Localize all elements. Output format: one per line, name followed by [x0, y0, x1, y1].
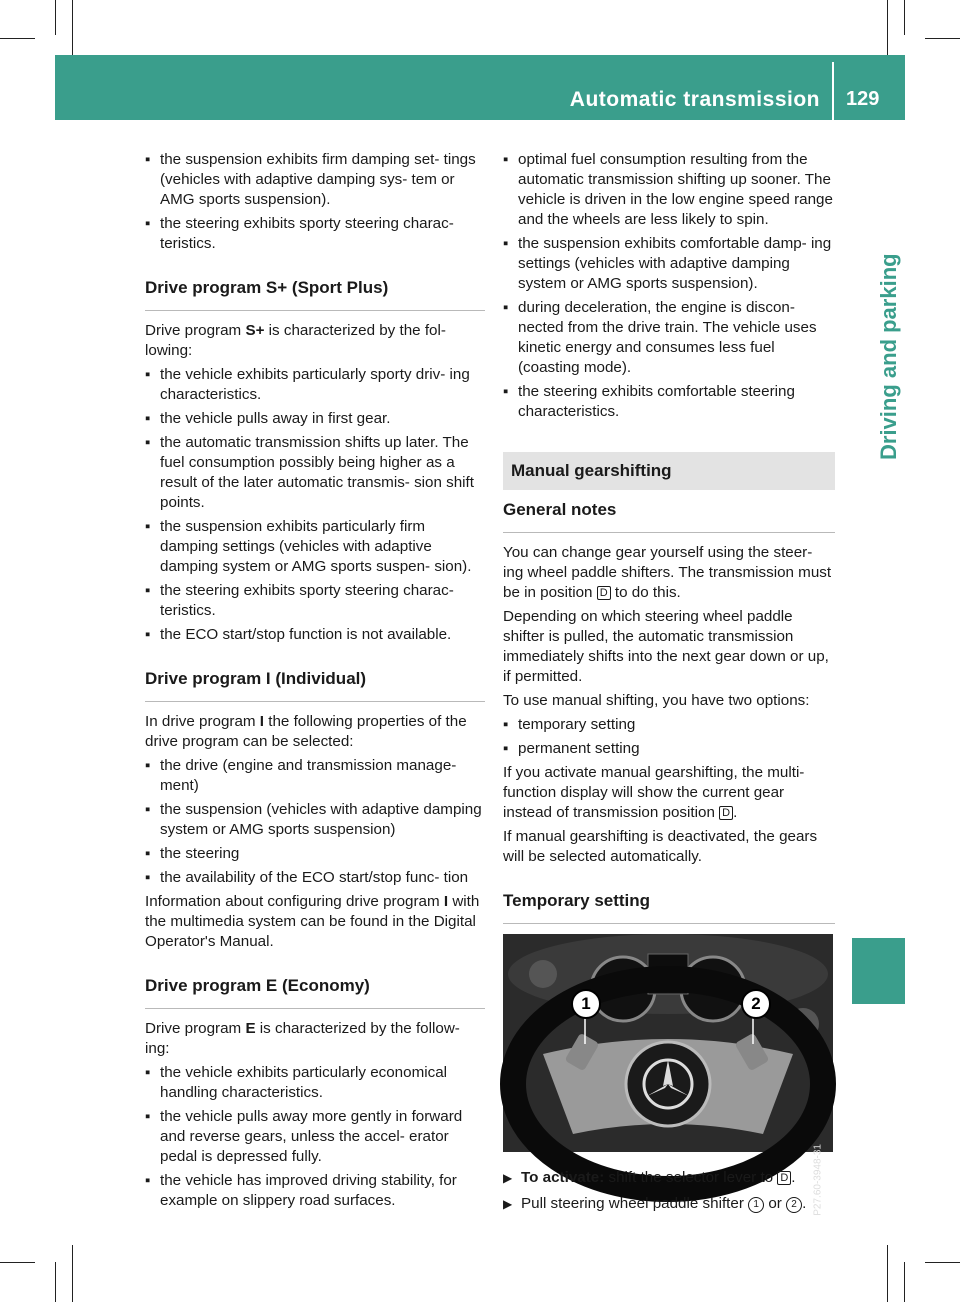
- right-column: [503, 150, 835, 1218]
- list-item: ▪ the suspension (vehicles with adaptive damping system or AMG sports suspension): [145, 801, 482, 838]
- crop-mark: [55, 0, 56, 35]
- arrow-icon: ▶: [503, 1197, 513, 1211]
- section-heading: General notes: [503, 500, 835, 533]
- list-item: ▪ the steering exhibits sporty steering charac- teristics.: [145, 582, 454, 619]
- list-item: ▪ the vehicle pulls away in first gear.: [145, 410, 391, 427]
- crop-mark: [904, 1262, 905, 1302]
- section-heading: Drive program I (Individual): [145, 669, 485, 702]
- list-item: ▪ the steering exhibits comfortable steering characteristics.: [503, 383, 795, 420]
- paragraph: Drive program S+ is characterized by the fol- lowing:: [145, 322, 446, 359]
- paragraph: Drive program E is characterized by the follow- ing:: [145, 1020, 460, 1057]
- section-band-title: Manual gearshifting: [503, 452, 835, 490]
- list-item: ▪ the vehicle exhibits particularly economical handling characteristics.: [145, 1064, 448, 1101]
- paragraph: Depending on which steering wheel paddle shifter is pulled, the automatic transmission immediately shifts into the next gear down or up, if permitted.: [503, 608, 829, 685]
- instruction-step: ▶ Pull steering wheel paddle shifter 1 or 2 .: [503, 1195, 807, 1212]
- page-title: Automatic transmission: [569, 88, 820, 111]
- list-item: ▪ the steering exhibits sporty steering charac- teristics.: [145, 215, 454, 252]
- header-divider: [832, 62, 834, 120]
- side-tab-label: Driving and parking: [876, 253, 901, 460]
- list-item: ▪ the steering: [145, 845, 240, 862]
- gear-position-key: D: [597, 586, 611, 600]
- page-number: 129: [846, 88, 880, 110]
- list-item: ▪ during deceleration, the engine is discon- nected from the drive train. The vehicle uses kinetic energy and consumes less fuel (coasting mode).: [503, 299, 817, 376]
- section-heading: Drive program S+ (Sport Plus): [145, 278, 485, 311]
- list-item: ▪ the automatic transmission shifts up later. The fuel consumption possibly being higher as a result of the later automatic transmis- sion shift points.: [145, 434, 474, 511]
- callout-ref-2: 2: [786, 1197, 802, 1213]
- section-heading: Temporary setting: [503, 891, 835, 924]
- list-item: ▪ the suspension exhibits comfortable damp- ing settings (vehicles with adaptive damping system or AMG sports suspension).: [503, 235, 832, 292]
- crop-mark: [887, 0, 888, 55]
- list-item: ▪ the availability of the ECO start/stop func- tion: [145, 869, 469, 886]
- list-item: ▪ the suspension exhibits firm damping set- tings (vehicles with adaptive damping sys- tem or AMG sports suspension).: [145, 151, 476, 208]
- callout-2: 2: [741, 989, 771, 1019]
- section-heading: Drive program E (Economy): [145, 976, 485, 1009]
- paragraph: To use manual shifting, you have two options:: [503, 692, 810, 709]
- crop-mark: [887, 1245, 888, 1302]
- crop-mark: [72, 0, 73, 55]
- crop-mark: [55, 1262, 56, 1302]
- list-item: ▪ the vehicle has improved driving stability, for example on slippery road surfaces.: [145, 1172, 457, 1209]
- paragraph: If manual gearshifting is deactivated, the gears will be selected automatically.: [503, 828, 818, 865]
- left-column: [145, 150, 485, 1215]
- list-item: ▪ temporary setting: [503, 716, 636, 733]
- gear-position-key: D: [777, 1171, 791, 1185]
- list-item: ▪ the vehicle pulls away more gently in forward and reverse gears, unless the accel- erator pedal is depressed fully.: [145, 1108, 463, 1165]
- steering-wheel-illustration: [503, 934, 833, 1152]
- callout-ref-1: 1: [748, 1197, 764, 1213]
- list-item: ▪ the suspension exhibits particularly firm damping settings (vehicles with adaptive damping system or AMG sports suspen- sion).: [145, 518, 472, 575]
- paragraph: In drive program I the following properties of the drive program can be selected:: [145, 713, 467, 750]
- side-tab-marker: [852, 938, 905, 1004]
- paragraph: If you activate manual gearshifting, the multi- function display will show the current gear instead of transmission position D .: [503, 764, 805, 821]
- crop-mark: [925, 38, 960, 39]
- paragraph: You can change gear yourself using the steer- ing wheel paddle shifters. The transmission must be in position D to do this.: [503, 544, 832, 601]
- callout-1: 1: [571, 989, 601, 1019]
- list-item: ▪ permanent setting: [503, 740, 640, 757]
- list-item: ▪ the drive (engine and transmission manage- ment): [145, 757, 457, 794]
- list-item: ▪ the ECO start/stop function is not available.: [145, 626, 452, 643]
- crop-mark: [72, 1245, 73, 1302]
- figure-code: P27.60-3948-31: [813, 1144, 824, 1216]
- gear-position-key: D: [719, 806, 733, 820]
- list-item: ▪ the vehicle exhibits particularly sporty driv- ing characteristics.: [145, 366, 470, 403]
- arrow-icon: ▶: [503, 1171, 513, 1185]
- crop-mark: [904, 0, 905, 35]
- instruction-step: ▶ To activate: shift the selector lever to D .: [503, 1169, 796, 1186]
- crop-mark: [0, 38, 35, 39]
- crop-mark: [925, 1262, 960, 1263]
- paragraph: Information about configuring drive program I with the multimedia system can be found in the Digital Operator's Manual.: [145, 893, 480, 950]
- crop-mark: [0, 1262, 35, 1263]
- list-item: ▪ optimal fuel consumption resulting from the automatic transmission shifting up sooner. The vehicle is driven in the low engine speed range and the wheels are less likely to spin.: [503, 151, 833, 228]
